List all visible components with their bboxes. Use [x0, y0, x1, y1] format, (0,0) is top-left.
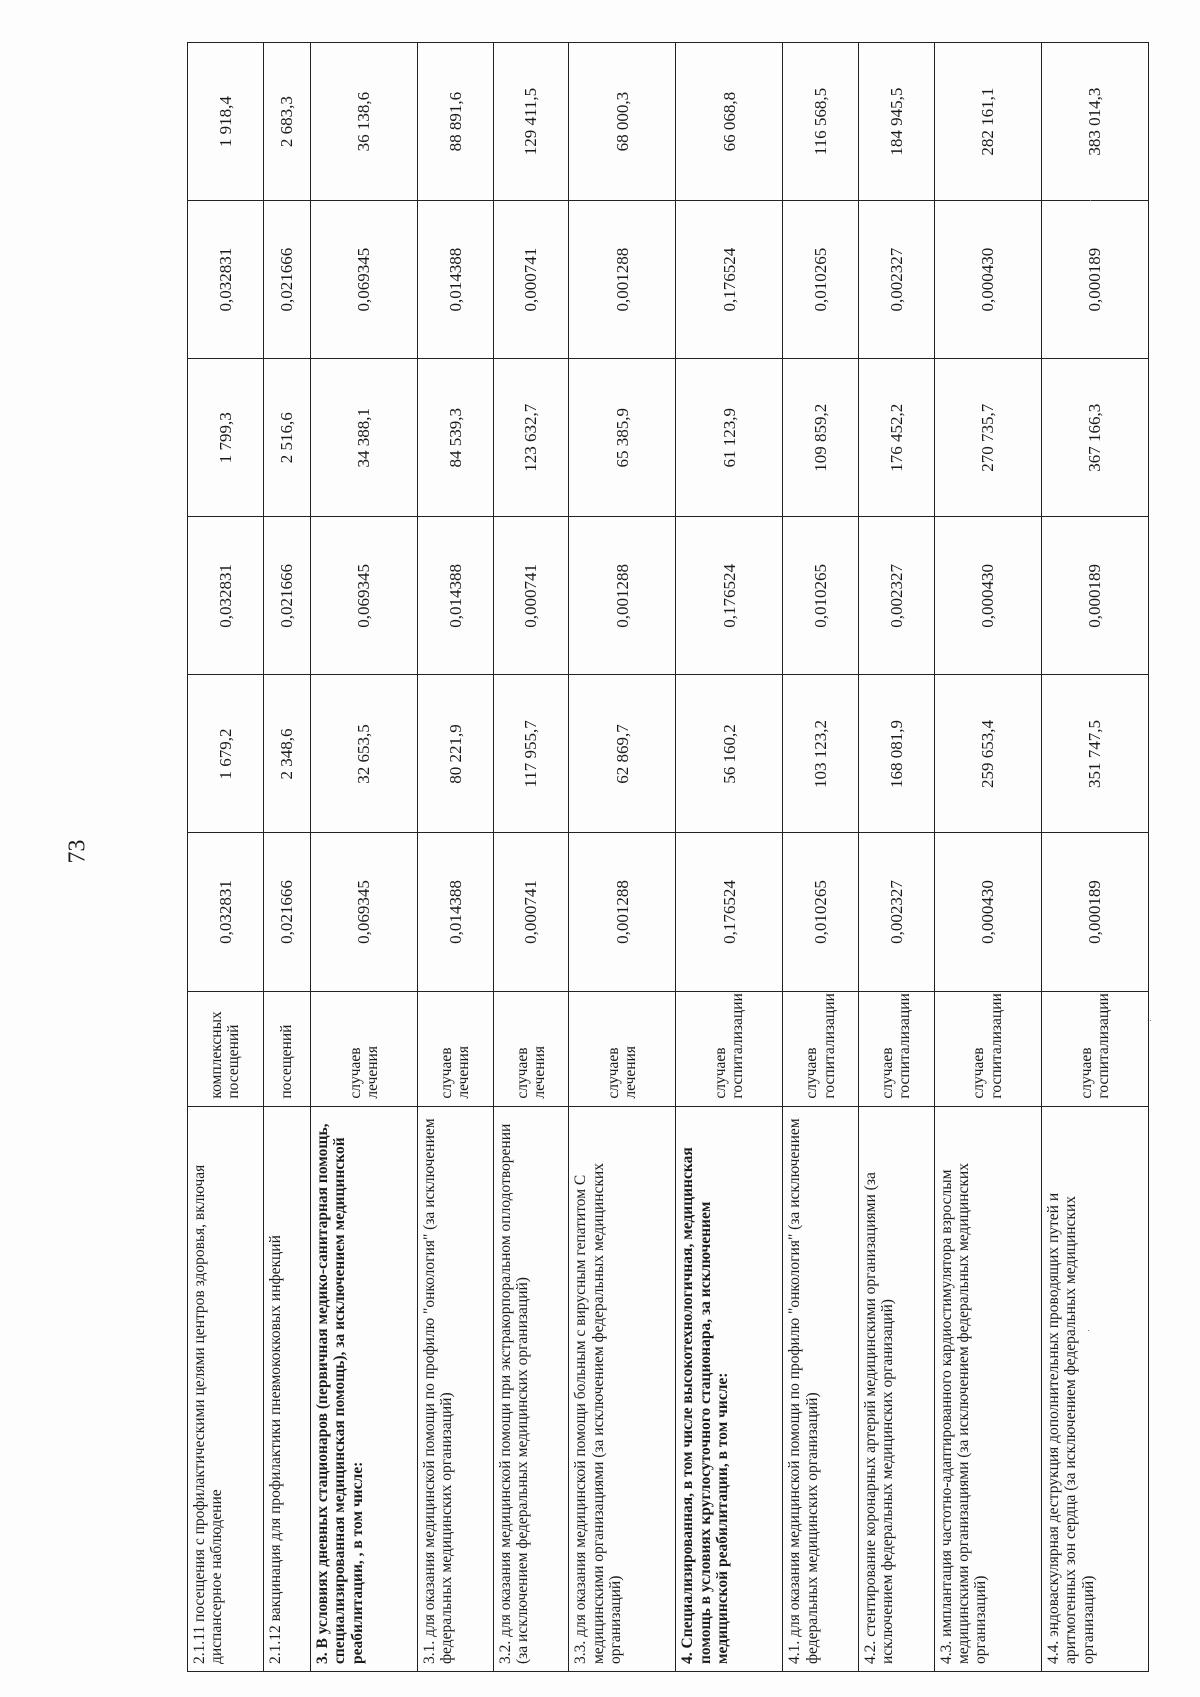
unit-cell: комплексных посещений [188, 991, 264, 1106]
table-rotated-wrapper [187, 42, 1149, 1672]
indicator-name-cell: 4. Специализированная, в том числе высокотехнологичная, медицинская помощь в условиях круглосуточного стационара, за исключением медицинской реабилитации, в том числе: [676, 1106, 783, 1671]
indicator-name-cell: 2.1.11 посещения с профилактическими целями центров здоровья, включая диспансерное наблюдение [188, 1106, 264, 1671]
indicator-name-cell: 3.1. для оказания медицинской помощи по профилю "онкология" (за исключением федеральных медицинских организаций) [417, 1106, 493, 1671]
cost-norm-cell: 65 385,9 [569, 359, 676, 517]
volume-norm-cell: 0,021666 [263, 201, 310, 359]
volume-norm-cell: 0,010265 [783, 833, 859, 991]
cost-norm-cell: 2 516,6 [263, 359, 310, 517]
cost-norm-cell: 68 000,3 [569, 43, 676, 201]
volume-norm-cell: 0,000430 [934, 833, 1041, 991]
cost-norm-cell: 61 123,9 [676, 359, 783, 517]
cost-norm-cell: 2 348,6 [263, 675, 310, 833]
cost-norm-cell: 1 679,2 [188, 675, 264, 833]
volume-norm-cell: 0,000741 [493, 201, 569, 359]
unit-cell: случаев госпитализации [859, 991, 935, 1106]
cost-norm-cell: 168 081,9 [859, 675, 935, 833]
cost-norm-cell: 123 632,7 [493, 359, 569, 517]
cost-norm-cell: 84 539,3 [417, 359, 493, 517]
indicator-name-cell: 4.3. имплантация частотно-адаптированного кардиостимулятора взрослым медицинскими организациями (за исключением федеральных медицинских организаций) [934, 1106, 1041, 1671]
volume-norm-cell: 0,014388 [417, 833, 493, 991]
unit-cell: случаев лечения [493, 991, 569, 1106]
cost-norm-cell: 56 160,2 [676, 675, 783, 833]
indicator-name-cell: 2.1.12 вакцинация для профилактики пневмококковых инфекций [263, 1106, 310, 1671]
volume-norm-cell: 0,002327 [859, 201, 935, 359]
cost-norm-cell: 62 869,7 [569, 675, 676, 833]
cost-norm-cell: 129 411,5 [493, 43, 569, 201]
unit-cell: посещений [263, 991, 310, 1106]
table-row [188, 43, 264, 1672]
volume-norm-cell: 0,176524 [676, 201, 783, 359]
unit-cell: случаев лечения [569, 991, 676, 1106]
volume-norm-cell: 0,032831 [188, 517, 264, 675]
volume-norm-cell: 0,176524 [676, 833, 783, 991]
cost-norm-cell: 1 799,3 [188, 359, 264, 517]
volume-norm-cell: 0,002327 [859, 517, 935, 675]
cost-norm-cell: 2 683,3 [263, 43, 310, 201]
cost-norm-cell: 117 955,7 [493, 675, 569, 833]
indicator-name-cell: 3. В условиях дневных стационаров (первичная медико-санитарная помощь, специализированная медицинская помощь), за исключением медицинской реабилитации, , в том числе: [310, 1106, 417, 1671]
cost-norm-cell: 88 891,6 [417, 43, 493, 201]
cost-norm-cell: 34 388,1 [310, 359, 417, 517]
volume-norm-cell: 0,014388 [417, 201, 493, 359]
volume-norm-cell: 0,001288 [569, 833, 676, 991]
cost-norm-cell: 259 653,4 [934, 675, 1041, 833]
volume-norm-cell: 0,000189 [1041, 517, 1148, 675]
cost-norm-cell: 36 138,6 [310, 43, 417, 201]
indicator-name-cell: 4.2. стентирование коронарных артерий медицинскими организациями (за исключением федеральных медицинских организаций) [859, 1106, 935, 1671]
cost-norm-cell: 1 918,4 [188, 43, 264, 201]
table-row [263, 43, 310, 1672]
cost-norm-cell: 351 747,5 [1041, 675, 1148, 833]
volume-norm-cell: 0,014388 [417, 517, 493, 675]
cost-norm-cell: 282 161,1 [934, 43, 1041, 201]
indicator-name-cell: 4.1. для оказания медицинской помощи по профилю "онкология" (за исключением федеральных медицинских организаций) [783, 1106, 859, 1671]
table-row [859, 43, 935, 1672]
cost-norm-cell: 367 166,3 [1041, 359, 1148, 517]
unit-cell: случаев госпитализации [1041, 991, 1148, 1106]
table-row [934, 43, 1041, 1672]
volume-norm-cell: 0,176524 [676, 517, 783, 675]
cost-norm-cell: 176 452,2 [859, 359, 935, 517]
scan-speck [1088, 1330, 1089, 1331]
volume-norm-cell: 0,069345 [310, 517, 417, 675]
table-row [310, 43, 417, 1672]
volume-norm-cell: 0,069345 [310, 833, 417, 991]
volume-norm-cell: 0,069345 [310, 201, 417, 359]
volume-norm-cell: 0,000189 [1041, 833, 1148, 991]
table-row [493, 43, 569, 1672]
cost-norm-cell: 80 221,9 [417, 675, 493, 833]
volume-norm-cell: 0,001288 [569, 201, 676, 359]
indicator-name-cell: 4.4. эндоваскулярная деструкция дополнительных проводящих путей и аритмогенных зон сердца (за исключением федеральных медицинских организаций) [1041, 1106, 1148, 1671]
volume-norm-cell: 0,010265 [783, 201, 859, 359]
unit-cell: случаев лечения [417, 991, 493, 1106]
table-row [676, 43, 783, 1672]
page-number: 73 [64, 839, 91, 864]
cost-norm-cell: 103 123,2 [783, 675, 859, 833]
volume-norm-cell: 0,000741 [493, 517, 569, 675]
volume-norm-cell: 0,000741 [493, 833, 569, 991]
volume-norm-cell: 0,032831 [188, 201, 264, 359]
volume-norm-cell: 0,000430 [934, 201, 1041, 359]
volume-norm-cell: 0,021666 [263, 517, 310, 675]
cost-norm-cell: 109 859,2 [783, 359, 859, 517]
volume-norm-cell: 0,000430 [934, 517, 1041, 675]
financial-norms-table [187, 42, 1149, 1672]
volume-norm-cell: 0,000189 [1041, 201, 1148, 359]
cost-norm-cell: 116 568,5 [783, 43, 859, 201]
unit-cell: случаев госпитализации [934, 991, 1041, 1106]
scan-speck [1150, 1020, 1151, 1021]
table-row [569, 43, 676, 1672]
volume-norm-cell: 0,021666 [263, 833, 310, 991]
cost-norm-cell: 66 068,8 [676, 43, 783, 201]
cost-norm-cell: 32 653,5 [310, 675, 417, 833]
volume-norm-cell: 0,002327 [859, 833, 935, 991]
table-row [783, 43, 859, 1672]
indicator-name-cell: 3.2. для оказания медицинской помощи при экстракорпоральном оплодотворении (за исключением федеральных медицинских организаций) [493, 1106, 569, 1671]
cost-norm-cell: 270 735,7 [934, 359, 1041, 517]
unit-cell: случаев лечения [310, 991, 417, 1106]
table-row [1041, 43, 1148, 1672]
scan-speck [1090, 200, 1091, 201]
volume-norm-cell: 0,010265 [783, 517, 859, 675]
indicator-name-cell: 3.3. для оказания медицинской помощи больным с вирусным гепатитом С медицинскими организациями (за исключением федеральных медицинских организаций) [569, 1106, 676, 1671]
volume-norm-cell: 0,001288 [569, 517, 676, 675]
cost-norm-cell: 383 014,3 [1041, 43, 1148, 201]
unit-cell: случаев госпитализации [783, 991, 859, 1106]
table-body [188, 43, 1149, 1672]
table-row [417, 43, 493, 1672]
volume-norm-cell: 0,032831 [188, 833, 264, 991]
unit-cell: случаев госпитализации [676, 991, 783, 1106]
cost-norm-cell: 184 945,5 [859, 43, 935, 201]
